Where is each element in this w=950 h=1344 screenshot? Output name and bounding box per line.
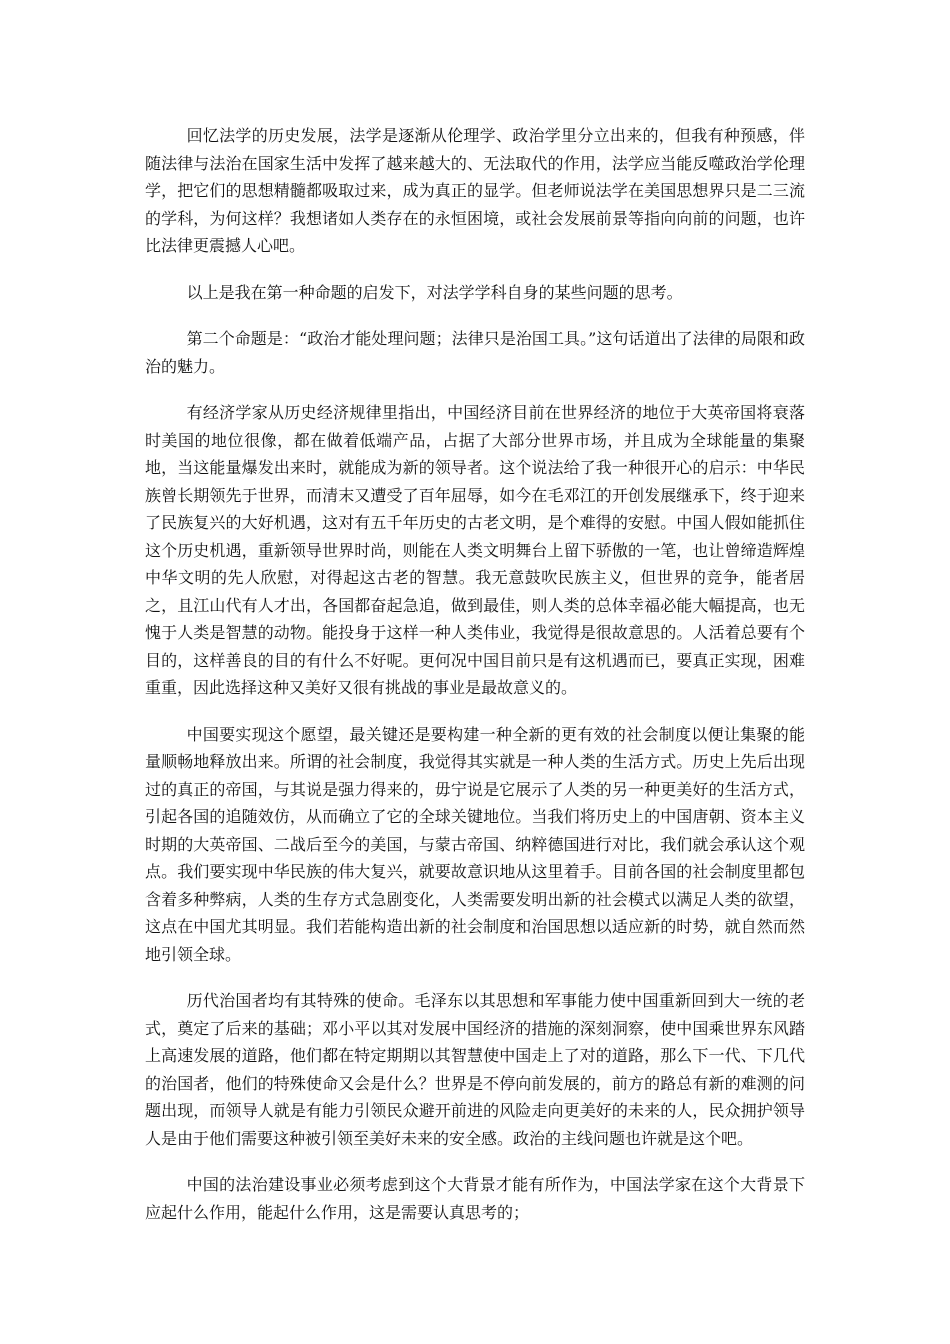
paragraph-2: 以上是我在第一种命题的启发下，对法学学科自身的某些问题的思考。 bbox=[186, 282, 683, 302]
paragraph-6: 历代治国者均有其特殊的使命。毛泽东以其思想和军事能力使中国重新回到大一统的老式，奠定了后来的基础；邓小平以其对发展中国经济的措施的深刻洞察，使中国乘世界东风踏上高速发展的道路，他们都在特定期期以其智慧使中国走上了对的道路，那么下一代、下几代的治国者，他们的特殊使命又会是什么？世界是不停向前发展的，前方的路总有新的难测的问题出现，而领导人就是有能力引领民众避开前进的风险走向更美好的未来的人，民众拥护领导人是由于他们需要这种被引领至美好未来的安全感。政治的主线问题也许就是这个吧。 bbox=[145, 991, 805, 1148]
paragraph-1: 回忆法学的历史发展，法学是逐渐从伦理学、政治学里分立出来的，但我有种预感，伴随法律与法治在国家生活中发挥了越来越大的、无法取代的作用，法学应当能反噬政治学伦理学，把它们的思想精髓都吸取过来，成为真正的显学。但老师说法学在美国思想界只是二三流的学科，为何这样？我想诸如人类存在的永恒困境，或社会发展前景等指向向前的问题，也许比法律更震撼人心吧。 bbox=[145, 126, 805, 255]
paragraph-5: 中国要实现这个愿望，最关键还是要构建一种全新的更有效的社会制度以便让集聚的能量顺畅地释放出来。所谓的社会制度，我觉得其实就是一种人类的生活方式。历史上先后出现过的真正的帝国，与其说是强力得来的，毋宁说是它展示了人类的另一种更美好的生活方式，引起各国的追随效仿，从而确立了它的全球关键地位。当我们将历史上的中国唐朝、资本主义时期的大英帝国、二战后至今的美国，与蒙古帝国、纳粹德国进行对比，我们就会承认这个观点。我们要实现中华民族的伟大复兴，就要故意识地从这里着手。目前各国的社会制度里都包含着多种弊病，人类的生存方式急剧变化，人类需要发明出新的社会模式以满足人类的欲望，这点在中国尤其明显。我们若能构造出新的社会制度和治国思想以适应新的时势，就自然而然地引领全球。 bbox=[145, 724, 805, 964]
document-page bbox=[145, 122, 805, 1245]
paragraph-3: 第二个命题是：“政治才能处理问题；法律只是治国工具。”这句话道出了法律的局限和政治的魅力。 bbox=[145, 329, 805, 376]
paragraph-7: 中国的法治建设事业必须考虑到这个大背景才能有所作为，中国法学家在这个大背景下应起什么作用，能起什么作用，这是需要认真思考的； bbox=[145, 1175, 805, 1222]
paragraph-4: 有经济学家从历史经济规律里指出，中国经济目前在世界经济的地位于大英帝国将衰落时美国的地位很像，都在做着低端产品，占据了大部分世界市场，并且成为全球能量的集聚地，当这能量爆发出来时，就能成为新的领导者。这个说法给了我一种很开心的启示：中华民族曾长期领先于世界，而清末又遭受了百年屈辱，如今在毛邓江的开创发展继承下，终于迎来了民族复兴的大好机遇，这对有五千年历史的古老文明，是个难得的安慰。中国人假如能抓住这个历史机遇，重新领导世界时尚，则能在人类文明舞台上留下骄傲的一笔，也让曾缔造辉煌中华文明的先人欣慰，对得起这古老的智慧。我无意鼓吹民族主义，但世界的竞争，能者居之，且江山代有人才出，各国都奋起急追，做到最佳，则人类的总体幸福必能大幅提高，也无愧于人类是智慧的动物。能投身于这样一种人类伟业，我觉得是很故意思的。人活着总要有个目的，这样善良的目的有什么不好呢。更何况中国目前只是有这机遇而已，要真正实现，困难重重，因此选择这种又美好又很有挑战的事业是最故意义的。 bbox=[145, 403, 805, 697]
